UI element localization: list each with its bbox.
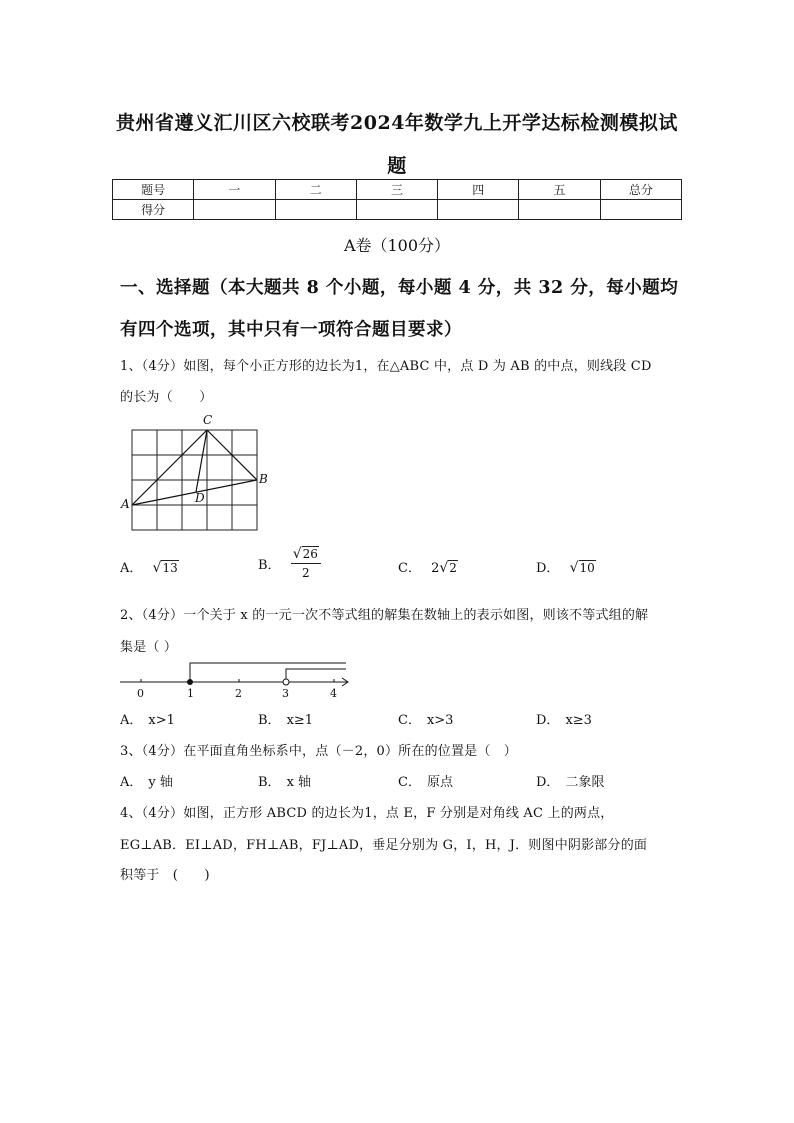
score-cell (275, 200, 356, 220)
score-row-label: 得分 (113, 200, 194, 220)
q1-option-d-radicand: 10 (579, 561, 595, 575)
page-title-line2: 题 (387, 155, 407, 177)
q2-option-d[interactable] (536, 709, 592, 728)
tick-label: 3 (282, 687, 289, 700)
q3-option-c[interactable] (398, 771, 453, 790)
q1-label-c: C (203, 413, 213, 427)
score-table (112, 179, 682, 220)
q2-option-d-label: D． (536, 713, 560, 728)
q2-option-d-text: x≥3 (565, 713, 592, 728)
score-header-cell: 题号 (113, 180, 194, 200)
part1-heading-line2: 有四个选项，其中只有一项符合题目要求） (120, 320, 462, 340)
q2-option-a-label: A． (120, 713, 143, 728)
score-header-cell: 二 (275, 180, 356, 200)
sqrt-expression: √2 (439, 560, 457, 576)
solid-dot (187, 679, 193, 685)
q1-label-b: B (259, 472, 268, 486)
q2-option-b-text: x≥1 (286, 713, 314, 728)
q2-number-line (118, 655, 358, 703)
q3-option-a[interactable] (120, 771, 173, 790)
q1-option-b-label: B． (258, 557, 281, 573)
tick-label: 0 (137, 687, 144, 700)
sqrt-expression: √13 (152, 560, 178, 576)
q2-option-a[interactable] (120, 709, 175, 728)
q1-option-c-radicand: 2 (449, 561, 457, 575)
q3-option-d-text: 二象限 (565, 775, 605, 790)
q2-text-line1: 2、（4分）一个关于 x 的一元一次不等式组的解集在数轴上的表示如图，则该不等式组的解 (120, 608, 649, 623)
score-cell (519, 200, 600, 220)
q1-label-d: D (195, 491, 205, 505)
q1-option-b[interactable] (258, 546, 321, 580)
q2-option-c-label: C． (398, 713, 421, 728)
fraction-numerator: √26 (291, 546, 321, 564)
q3-option-a-label: A． (120, 775, 143, 790)
q1-grid (132, 430, 257, 530)
q1-option-d-label: D． (536, 561, 560, 576)
score-header-cell: 总分 (600, 180, 681, 200)
score-table-score-row (113, 200, 682, 220)
q3-option-d[interactable] (536, 771, 604, 790)
sqrt-expression: √10 (569, 560, 595, 576)
q1-option-c[interactable] (398, 557, 458, 576)
q4-text-line1: 4、（4分）如图，正方形 ABCD 的边长为1，点 E，F 分别是对角线 AC 上的两点， (120, 806, 614, 821)
q4-text-line3: 积等于 ( ) (120, 868, 210, 883)
q1-option-b-denominator: 2 (301, 566, 310, 580)
q1-text-line1: 1、（4分）如图，每个小正方形的边长为1，在△ABC 中，点 D 为 AB 的中点，则线段 CD (120, 359, 652, 374)
solution-bracket-x-ge-1 (190, 663, 346, 682)
q1-option-a[interactable] (120, 557, 179, 576)
q2-option-a-text: x>1 (148, 713, 175, 728)
q1-option-b-radicand: 26 (302, 547, 318, 561)
solution-bracket-x-gt-3 (286, 669, 346, 682)
q2-option-c-text: x>3 (426, 713, 454, 728)
section-a-heading: A卷（100分） (343, 236, 451, 255)
score-table-header-row (113, 180, 682, 200)
q1-option-a-label: A． (120, 561, 143, 576)
q1-option-c-coef: 2 (431, 561, 440, 576)
score-cell (356, 200, 437, 220)
score-cell (438, 200, 519, 220)
q3-option-d-label: D． (536, 775, 560, 790)
q4-text-line2: EG⊥AB．EI⊥AD，FH⊥AB，FJ⊥AD，垂足分别为 G，I，H，J．则图中阴影部分的面 (120, 838, 648, 853)
score-header-cell: 四 (438, 180, 519, 200)
score-header-cell: 五 (519, 180, 600, 200)
part1-heading-line1: 一、选择题（本大题共 8 个小题，每小题 4 分，共 32 分，每小题均 (120, 278, 679, 298)
score-cell (600, 200, 681, 220)
q2-option-b[interactable] (258, 709, 313, 728)
q1-label-a: A (121, 497, 130, 511)
fraction (291, 546, 321, 580)
page-title-line1: 贵州省遵义汇川区六校联考2024年数学九上开学达标检测模拟试 (116, 112, 678, 134)
tick-label: 2 (235, 687, 242, 700)
q2-option-c[interactable] (398, 709, 453, 728)
q1-text-line2: 的长为（ ） (120, 390, 213, 405)
q1-option-c-label: C． (398, 561, 421, 576)
tick-label: 4 (330, 687, 337, 700)
tick-label: 1 (187, 687, 194, 700)
q2-text-line2: 集是（ ） (120, 640, 178, 655)
q3-option-b-label: B． (258, 775, 281, 790)
q3-text-line1: 3、（4分）在平面直角坐标系中，点（－2，0）所在的位置是（ ） (120, 744, 517, 759)
q3-option-b[interactable] (258, 771, 311, 790)
q3-option-c-label: C． (398, 775, 421, 790)
q2-option-b-label: B． (258, 713, 281, 728)
score-cell (194, 200, 275, 220)
q3-option-b-text: x 轴 (286, 775, 312, 790)
open-dot (283, 679, 289, 685)
score-header-cell: 一 (194, 180, 275, 200)
q3-option-c-text: 原点 (426, 775, 453, 790)
q3-option-a-text: y 轴 (148, 775, 173, 790)
q1-option-d[interactable] (536, 557, 596, 576)
q1-grid-figure (118, 410, 278, 535)
q1-option-a-radicand: 13 (162, 561, 178, 575)
score-header-cell: 三 (356, 180, 437, 200)
